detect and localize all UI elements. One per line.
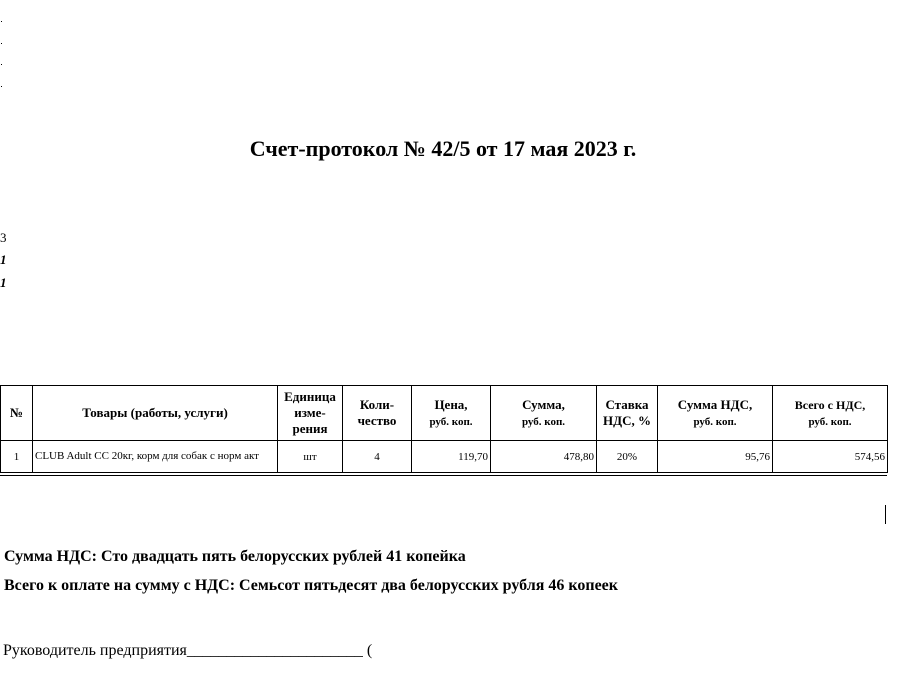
edge-dot — [1, 64, 2, 65]
cell-sum: 478,80 — [491, 441, 597, 473]
col-header-num: № — [1, 386, 33, 441]
table-header-row — [1, 386, 888, 441]
col-header-goods: Товары (работы, услуги) — [33, 386, 278, 441]
cell-vat-rate: 20% — [597, 441, 658, 473]
vat-summary: Сумма НДС: Сто двадцать пять белорусских рублей 41 копейка — [4, 548, 466, 565]
edge-dot — [1, 86, 2, 87]
signature-line: Руководитель предприятия______________________ ( — [3, 642, 373, 659]
edge-dot — [1, 21, 2, 22]
invoice-table — [0, 385, 888, 473]
table-edge-mark — [885, 505, 886, 524]
document-title: Счет-протокол № 42/5 от 17 мая 2023 г. — [249, 136, 637, 161]
col-header-sum: Сумма, руб. коп. — [491, 386, 597, 441]
cell-price: 119,70 — [412, 441, 491, 473]
cell-qty: 4 — [343, 441, 412, 473]
edge-fragment: 1 — [0, 275, 7, 290]
edge-fragment: 1 — [0, 252, 7, 267]
table-row — [1, 441, 888, 473]
edge-fragment: 3 — [0, 230, 7, 245]
col-header-total: Всего с НДС, руб. коп. — [773, 386, 888, 441]
cell-num: 1 — [1, 441, 33, 473]
col-header-vat-sum: Сумма НДС, руб. коп. — [658, 386, 773, 441]
col-header-qty: Коли- чество — [343, 386, 412, 441]
col-header-unit: Единица изме- рения — [278, 386, 343, 441]
cell-total: 574,56 — [773, 441, 888, 473]
cell-unit: шт — [278, 441, 343, 473]
edge-dot — [1, 43, 2, 44]
table-bottom-line — [0, 475, 887, 476]
total-summary: Всего к оплате на сумму с НДС: Семьсот пятьдесят два белорусских рубля 46 копеек — [4, 577, 618, 594]
col-header-price: Цена, руб. коп. — [412, 386, 491, 441]
cell-vat-sum: 95,76 — [658, 441, 773, 473]
col-header-vat-rate: Ставка НДС, % — [597, 386, 658, 441]
cell-goods: CLUB Adult CC 20кг, корм для собак с норм акт — [33, 441, 278, 473]
